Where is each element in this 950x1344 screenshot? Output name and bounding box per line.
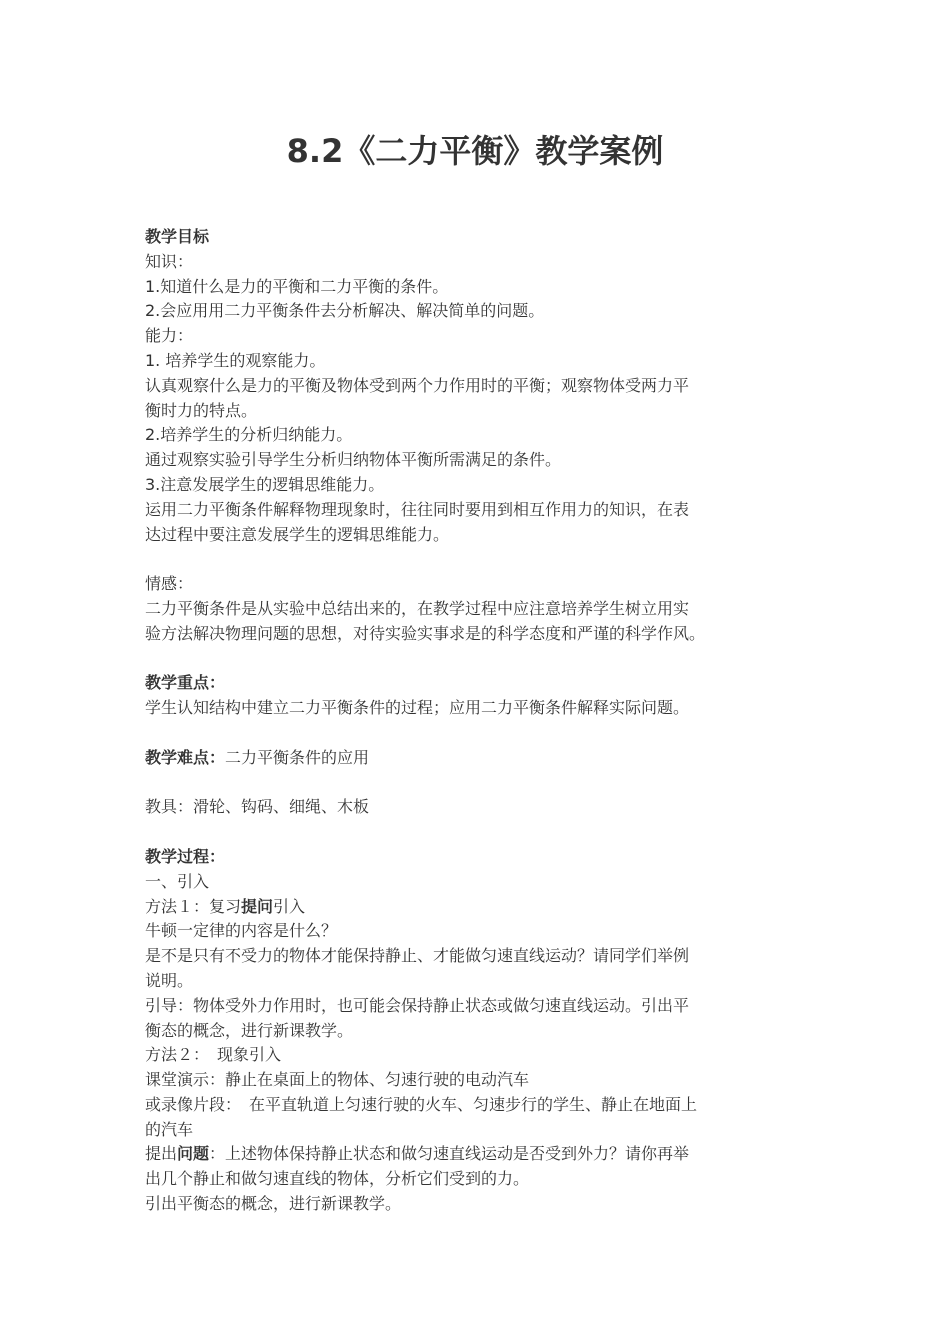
section-heading-process: 教学过程： [145,846,226,866]
ability-item-1-text-a: 认真观察什么是力的平衡及物体受到两个力作用时的平衡；观察物体受两力平 [145,375,690,395]
ability-label: 能力： [145,326,194,346]
ability-item-1: 1. 培养学生的观察能力。 [145,350,326,370]
emotion-text-b: 验方法解决物理问题的思想，对待实验实事求是的科学态度和严谨的科学作风。 [145,623,706,643]
ability-item-3-text-b: 达过程中要注意发展学生的逻辑思维能力。 [145,524,450,544]
ability-item-1-text-b: 衡时力的特点。 [145,400,258,420]
difficulty-text: 二力平衡条件的应用 [225,747,370,767]
tools-text: 教具：滑轮、钩码、细绳、木板 [145,797,370,817]
method-1-suffix: 引入 [273,896,306,916]
video-line-b: 的汽车 [145,1119,194,1139]
key-points-text: 学生认知结构中建立二力平衡条件的过程；应用二力平衡条件解释实际问题。 [145,698,690,718]
spacer [145,647,815,672]
demo-line: 课堂演示：静止在桌面上的物体、匀速行驶的电动汽车 [145,1070,530,1090]
conclusion-line: 引出平衡态的概念，进行新课教学。 [145,1194,402,1214]
process-section-1: 一、引入 [145,871,210,891]
ask-rest: ：上述物体保持静止状态和做匀速直线运动是否受到外力？请你再举 [209,1144,690,1164]
question-1: 牛顿一定律的内容是什么？ [145,921,338,941]
document-title: 8.2《二力平衡》教学案例 [286,132,664,170]
difficulty-line [145,746,815,771]
section-heading-key-points: 教学重点： [145,673,226,693]
knowledge-label: 知识： [145,251,194,271]
video-line-a: 或录像片段： 在平直轨道上匀速行驶的火车、匀速步行的学生、静止在地面上 [145,1094,698,1114]
document-body [145,225,815,1217]
emotion-label: 情感： [145,574,194,594]
knowledge-item-2: 2.会应用用二力平衡条件去分析解决、解决简单的问题。 [145,301,545,321]
question-2-a: 是不是只有不受力的物体才能保持静止、才能做匀速直线运动？请同学们举例 [145,946,690,966]
guide-b: 衡态的概念，进行新课教学。 [145,1020,354,1040]
method-1-prefix: 方法１：复习 [145,896,242,916]
spacer [145,820,815,845]
ask-line-a [145,1142,815,1167]
ask-prefix: 提出 [145,1144,178,1164]
ask-bold: 问题 [177,1144,210,1164]
ability-item-3: 3.注意发展学生的逻辑思维能力。 [145,474,385,494]
method-1-line [145,895,815,920]
ability-item-3-text-a: 运用二力平衡条件解释物理现象时，往往同时要用到相互作用力的知识，在表 [145,499,690,519]
question-2-b: 说明。 [145,970,194,990]
method-2-line: 方法２： 现象引入 [145,1045,282,1065]
ability-item-2: 2.培养学生的分析归纳能力。 [145,425,353,445]
emotion-text-a: 二力平衡条件是从实验中总结出来的，在教学过程中应注意培养学生树立用实 [145,598,690,618]
guide-a: 引导：物体受外力作用时，也可能会保持静止状态或做匀速直线运动。引出平 [145,995,690,1015]
knowledge-item-1: 1.知道什么是力的平衡和二力平衡的条件。 [145,276,449,296]
section-heading-goals: 教学目标 [145,227,210,246]
ability-item-2-text: 通过观察实验引导学生分析归纳物体平衡所需满足的条件。 [145,450,562,470]
section-heading-difficulty: 教学难点： [145,747,226,767]
spacer [145,771,815,796]
spacer [145,547,815,572]
spacer [145,721,815,746]
method-1-bold: 提问 [241,896,274,916]
ask-line-b: 出几个静止和做匀速直线的物体，分析它们受到的力。 [145,1169,530,1189]
